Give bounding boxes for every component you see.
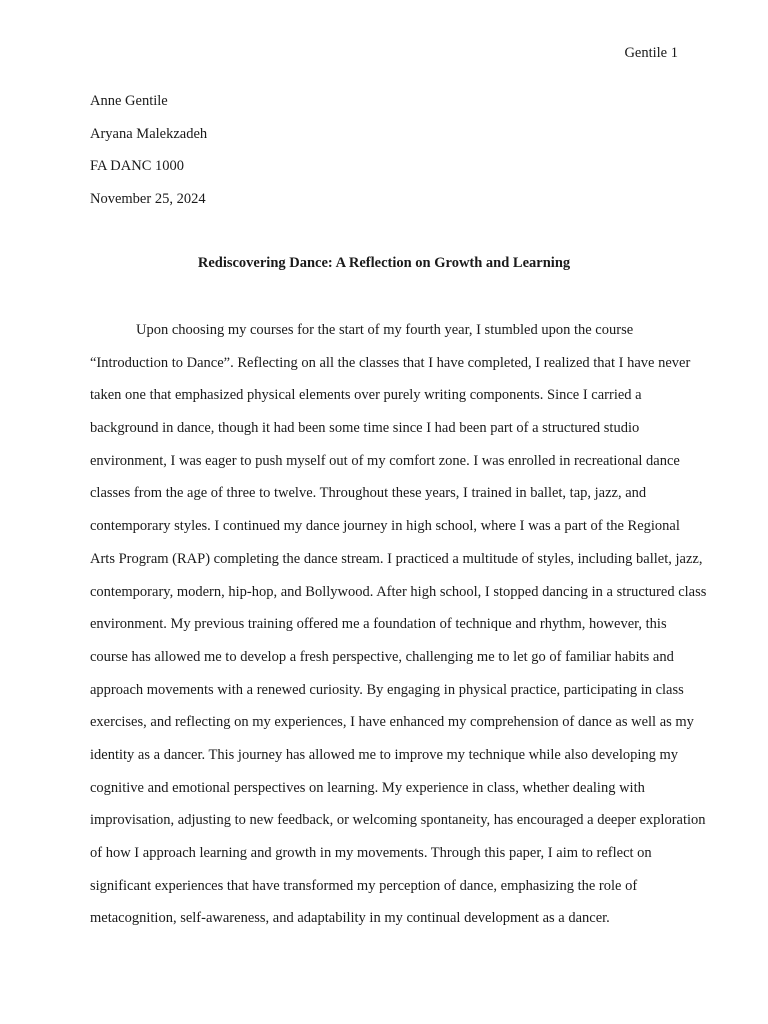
body-line: background in dance, though it had been some time since I had been part of a structured studio — [90, 420, 640, 437]
body-line: of how I approach learning and growth in my movements. Through this paper, I aim to reflect on — [90, 845, 652, 861]
body-line: environment. My previous training offered me a foundation of technique and rhythm, however, this — [90, 616, 667, 633]
body-line: course has allowed me to develop a fresh perspective, challenging me to let go of familiar habits and — [90, 648, 674, 665]
body-line: Upon choosing my courses for the start of my fourth year, I stumbled upon the course — [136, 322, 634, 338]
body-line: “Introduction to Dance”. Reflecting on all the classes that I have completed, I realized that I have never — [90, 354, 691, 371]
body-line: approach movements with a renewed curiosity. By engaging in physical practice, participating in class — [90, 681, 684, 698]
body-line: contemporary, modern, hip-hop, and Bollywood. After high school, I stopped dancing in a structured class — [90, 583, 707, 600]
body-line: Arts Program (RAP) completing the dance stream. I practiced a multitude of styles, including ballet, jazz, — [90, 550, 703, 567]
running-head: Gentile 1 — [624, 45, 678, 61]
body-line: contemporary styles. I continued my dance journey in high school, where I was a part of the Regional — [90, 518, 680, 535]
mla-heading — [90, 91, 207, 222]
body-line: metacognition, self-awareness, and adaptability in my continual development as a dancer. — [90, 910, 610, 927]
author-name: Anne Gentile — [90, 93, 168, 109]
course-code: FA DANC 1000 — [90, 158, 184, 175]
body-line: identity as a dancer. This journey has allowed me to improve my technique while also developing my — [90, 746, 679, 763]
body-line: cognitive and emotional perspectives on learning. My experience in class, whether dealing with — [90, 779, 645, 796]
body-line: classes from the age of three to twelve. Throughout these years, I trained in ballet, tap, jazz, and — [90, 485, 647, 502]
body-line: exercises, and reflecting on my experiences, I have enhanced my comprehension of dance as well as my — [90, 714, 694, 731]
body-paragraph — [90, 320, 707, 941]
paper-title: Rediscovering Dance: A Reflection on Growth and Learning — [197, 255, 571, 271]
body-line: significant experiences that have transformed my perception of dance, emphasizing the role of — [90, 877, 638, 894]
submission-date: November 25, 2024 — [90, 191, 206, 208]
body-line: taken one that emphasized physical elements over purely writing components. Since I carried a — [90, 387, 642, 404]
body-line: environment, I was eager to push myself out of my comfort zone. I was enrolled in recreational dance — [90, 452, 680, 469]
body-line: improvisation, adjusting to new feedback, or welcoming spontaneity, has encouraged a deeper exploration — [90, 812, 706, 829]
instructor-name: Aryana Malekzadeh — [90, 125, 208, 142]
